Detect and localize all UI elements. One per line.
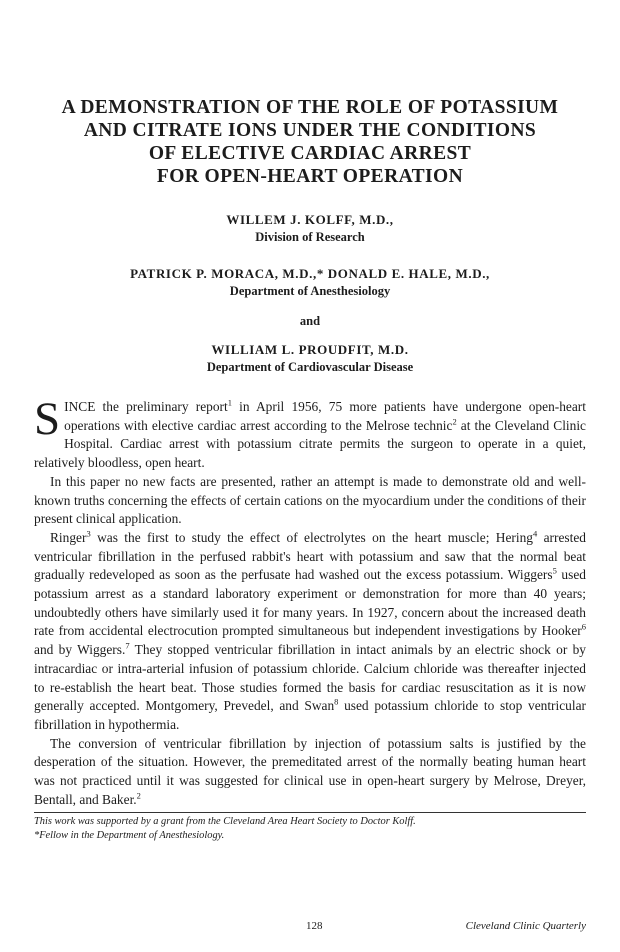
author-moraca-hale: PATRICK P. MORACA, M.D.,* DONALD E. HALE, M.D.,: [130, 266, 490, 281]
reference-marker: 3: [86, 528, 91, 539]
text-run: arrested ventricular fibrillation in the perfused rabbit's heart with potassium and saw that the normal beat gradually redeveloped as soon as the perfusate had washed out the excess potassium. Wiggers: [34, 529, 586, 583]
text-run: used potassium arrest as a standard laboratory experiment or demonstration for more than 40 years; undoubtedly others have similarly used it for many years. In 1927, concern about the increased death rate from accidental electrocution prompted simultaneous but independent investigations by Hooker: [34, 567, 586, 639]
title-line: AND CITRATE IONS UNDER THE CONDITIONS: [83, 120, 537, 141]
text-run: in April 1956, 75 more patients have undergone open-heart operations with elective cardiac arrest according to the Melrose technic: [64, 399, 586, 433]
paragraph-1: [34, 393, 586, 473]
article-page: [34, 0, 586, 843]
author-proudfit: WILLIAM L. PROUDFIT, M.D.: [211, 342, 409, 357]
affiliation-cardiovascular: Department of Cardiovascular Disease: [206, 360, 414, 374]
title-line: OF ELECTIVE CARDIAC ARREST: [148, 143, 472, 164]
paragraph-3: [34, 529, 586, 735]
footnote-grant: This work was supported by a grant from the Cleveland Area Heart Society to Doctor Kolff.: [34, 816, 416, 828]
paragraph-4: [34, 735, 586, 810]
drop-cap: S: [34, 393, 61, 445]
journal-name: Cleveland Clinic Quarterly: [465, 920, 586, 932]
article-body: [34, 393, 586, 809]
reference-marker: 6: [581, 621, 586, 632]
footnote-fellow: *Fellow in the Department of Anesthesiology.: [34, 830, 225, 842]
text-run: used potassium chloride to stop ventricular fibrillation in hypothermia.: [34, 698, 586, 732]
paragraph-2: In this paper no new facts are presented, rather an attempt is made to demonstrate old and well-known truths concerning the effects of certain cations on the myocardium under the conditions of their present clinical application.: [34, 473, 586, 527]
author-conjunction: and: [299, 314, 321, 328]
affiliation-anesthesiology: Department of Anesthesiology: [229, 284, 391, 298]
article-title: [34, 96, 586, 188]
text-run: The conversion of ventricular fibrillation by injection of potassium salts is justified by the desperation of the situation. However, the premeditated arrest of the normally beating human heart was not practiced until it was suggested for clinical use in open-heart surgery by Melrose, Dreyer, Bentall, and Baker.: [34, 735, 586, 807]
title-line: FOR OPEN-HEART OPERATION: [156, 166, 464, 187]
footnotes: [34, 815, 586, 843]
text-run: Ringer: [50, 529, 87, 545]
reference-marker: 2: [452, 416, 457, 427]
text-run: They stopped ventricular fibrillation in intact animals by an electric shock or by intracardiac or intra-arterial infusion of potassium chloride. Calcium chloride was thereafter injected to re-establish the heart beat. Those studies formed the basis for cardiac resuscitation as it is now generally accepted. Montgomery, Prevedel, and Swan: [34, 642, 586, 714]
text-run: INCE the preliminary report: [64, 399, 228, 414]
affiliation-research: Division of Research: [255, 230, 365, 244]
reference-marker: 1: [227, 397, 232, 408]
page-number: 128: [306, 920, 323, 932]
reference-marker: 4: [532, 528, 538, 539]
text-run: and by Wiggers.: [34, 642, 126, 658]
text-run: at the Cleveland Clinic Hospital. Cardiac arrest with potassium citrate permits the surgeon to operate in a quiet, relatively bloodless, open heart.: [34, 417, 586, 471]
reference-marker: 2: [136, 790, 141, 801]
author-block: [34, 210, 586, 376]
author-kolff: WILLEM J. KOLFF, M.D.,: [226, 212, 394, 227]
reference-marker: 7: [125, 640, 130, 651]
title-line: A DEMONSTRATION OF THE ROLE OF POTASSIUM: [61, 97, 559, 118]
text-run: was the first to study the effect of electrolytes on the heart muscle; Hering: [90, 529, 533, 545]
footnote-divider: [34, 812, 586, 813]
reference-marker: 5: [552, 565, 557, 576]
reference-marker: 8: [334, 696, 339, 707]
